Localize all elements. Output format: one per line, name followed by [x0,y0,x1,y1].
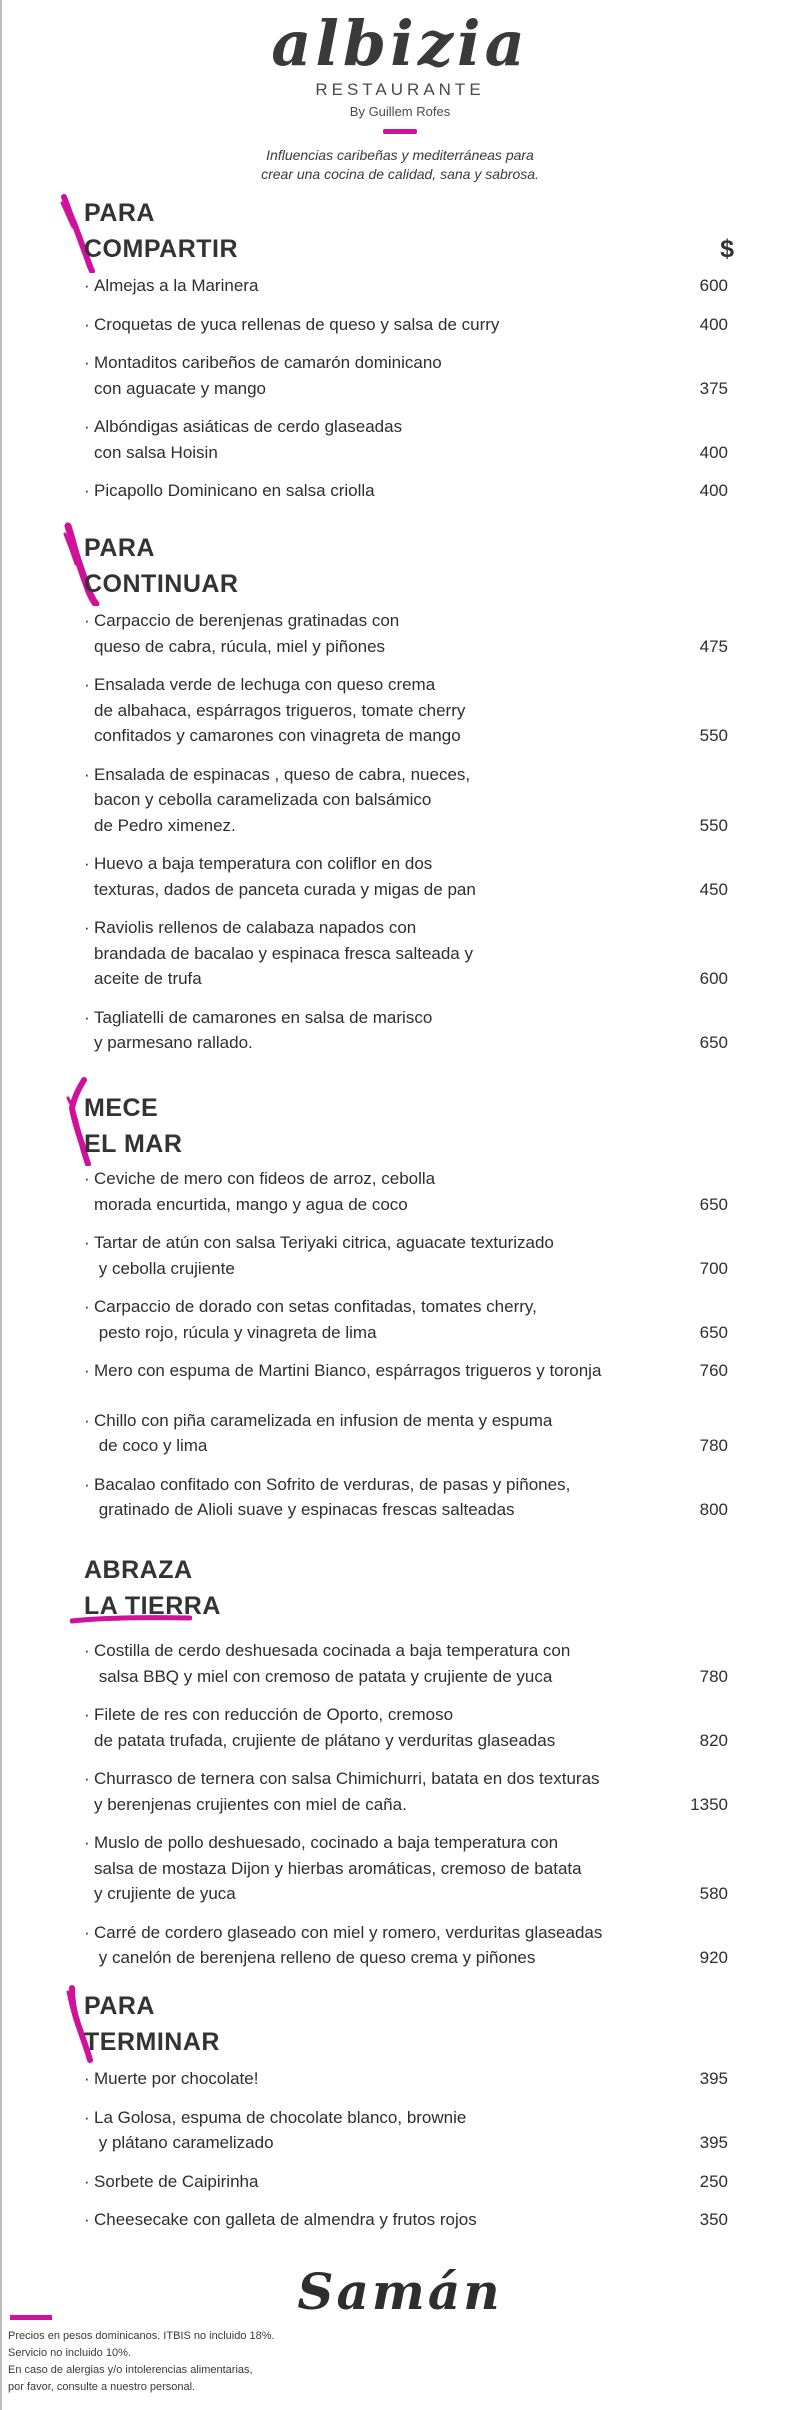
item-line: · Muerte por chocolate! [94,2069,259,2088]
section-para-continuar [84,530,734,1056]
item-line: aceite de trufa [94,969,202,988]
item-line: brandada de bacalao y espinaca fresca salteada y [94,943,473,963]
item-line: salsa de mostaza Dijon y hierbas aromáticas, cremoso de batata [94,1858,582,1878]
item-line: queso de cabra, rúcula, miel y piñones [94,636,386,656]
item-line: · Sorbete de Caipirinha [94,2171,259,2191]
section-title-line: PARA [84,534,155,562]
item-price: 650 [699,1194,728,1214]
menu-item [84,1166,734,1217]
saman-logo: Samán [297,2262,503,2321]
menu-item [84,478,734,504]
item-description [84,1294,664,1345]
item-line: · Huevo a baja temperatura con coliflor en dos [94,854,433,873]
item-price: 700 [699,1258,728,1278]
item-line: de Pedro ximenez. [94,815,236,835]
item-line: con salsa Hoisin [94,442,218,462]
menu-item [84,1830,734,1907]
section-para-terminar [84,1988,734,2233]
section-title-line: TERMINAR [84,2028,220,2056]
menu-item [84,915,734,992]
item-description [84,1166,664,1217]
item-description [84,1766,664,1817]
item-description [84,1472,664,1523]
item-line: y berenjenas crujientes con miel de caña. [94,1794,407,1814]
item-description [84,350,664,401]
menu-item [84,608,734,659]
menu-item [84,414,734,465]
item-line: · Chillo con piña caramelizada en infusion de menta y espuma [94,1410,553,1430]
item-line: y cebolla crujiente [94,1258,235,1278]
item-price: 650 [699,1322,728,1342]
section-title-line: LA TIERRA [84,1592,221,1620]
menu-item [84,1472,734,1523]
section-title [84,195,734,267]
menu-item [84,851,734,902]
section-abraza-la-tierra [84,1552,734,1971]
item-description [84,851,664,902]
footer-note: Servicio no incluido 10%. [8,2347,131,2359]
menu-item [84,762,734,839]
item-price: 400 [699,481,728,500]
item-line: · Ensalada verde de lechuga con queso crema [94,675,436,694]
section-title [84,530,734,602]
item-line: · Muslo de pollo deshuesado, cocinado a baja temperatura con [94,1833,559,1852]
item-line: morada encurtida, mango y agua de coco [94,1194,408,1214]
footer-notes [8,2328,275,2396]
item-description [84,2066,664,2092]
section-title [84,1988,734,2060]
restaurant-logo [0,7,800,134]
item-price: 580 [699,1884,728,1903]
item-line: de patata trufada, crujiente de plátano y verduritas glaseadas [94,1730,556,1750]
item-line: · Tagliatelli de camarones en salsa de marisco [94,1007,433,1027]
item-line: · Churrasco de ternera con salsa Chimichurri, batata en dos texturas [94,1769,600,1788]
item-price: 600 [699,276,728,295]
item-description [84,762,664,839]
item-description [84,273,664,299]
item-price: 760 [699,1361,728,1380]
item-line: salsa BBQ y miel con cremoso de patata y crujiente de yuca [94,1666,553,1686]
menu-item [84,312,734,338]
menu-item [84,350,734,401]
item-description [84,312,664,338]
menu-item [84,1005,734,1056]
menu-item [84,2207,734,2233]
item-line: · Filete de res con reducción de Oporto, cremoso [94,1705,454,1724]
item-line: · Tartar de atún con salsa Teriyaki citrica, aguacate texturizado [94,1233,554,1252]
section-title-line: CONTINUAR [84,570,239,598]
item-description [84,672,664,749]
item-price: 820 [699,1730,728,1750]
item-description [84,478,664,504]
footer-note: por favor, consulte a nuestro personal. [8,2381,196,2393]
menu-item [84,1638,734,1689]
item-description [84,2105,664,2156]
section-title-line: ABRAZA [84,1556,193,1584]
item-description [84,1005,664,1056]
item-line: · Picapollo Dominicano en salsa criolla [94,481,375,500]
item-line: de coco y lima [94,1436,208,1455]
currency-symbol: $ [720,235,734,263]
item-line: pesto rojo, rúcula y vinagreta de lima [94,1322,377,1342]
footer-accent-dash [10,2315,52,2320]
item-price: 375 [699,378,728,398]
item-line: y canelón de berenjena relleno de queso crema y piñones [94,1948,536,1967]
item-description [84,1408,664,1459]
section-title-line: COMPARTIR [84,235,239,263]
section-title-line: EL MAR [84,1130,183,1158]
item-line: · Almejas a la Marinera [94,276,259,295]
item-description [84,2169,664,2195]
item-price: 400 [699,442,728,462]
menu-item [84,1408,734,1459]
item-line: bacon y cebolla caramelizada con balsámico [94,790,432,809]
item-description [84,1638,664,1689]
tagline-line: crear una cocina de calidad, sana y sabrosa. [261,166,539,182]
item-line: · Carré de cordero glaseado con miel y romero, verduritas glaseadas [94,1922,603,1942]
item-price: 1350 [690,1794,728,1814]
item-line: · La Golosa, espuma de chocolate blanco, brownie [94,2107,467,2127]
item-description [84,608,664,659]
section-title [84,1090,734,1162]
item-description [84,1230,664,1281]
item-description [84,1702,664,1753]
item-line: · Cheesecake con galleta de almendra y frutos rojos [94,2210,477,2229]
accent-dash [383,129,417,134]
tagline-line: Influencias caribeñas y mediterráneas para [266,147,534,163]
item-price: 600 [699,969,728,988]
menu-item [84,1702,734,1753]
item-line: · Mero con espuma de Martini Bianco, espárragos trigueros y toronja [94,1361,602,1380]
item-price: 395 [699,2069,728,2088]
item-price: 800 [699,1500,728,1519]
page-border [0,0,2,2410]
footer-note: En caso de alergias y/o intolerencias alimentarias, [8,2364,253,2376]
section-para-compartir [84,195,734,504]
section-title-line: PARA [84,199,155,227]
item-description [84,1830,664,1907]
item-line: texturas, dados de panceta curada y migas de pan [94,879,476,899]
menu-item [84,2169,734,2195]
logo-subtitle: RESTAURANTE [315,80,485,99]
section-title-line: MECE [84,1094,159,1122]
menu-item [84,2105,734,2156]
menu-item [84,273,734,299]
section-mece-el-mar [84,1090,734,1523]
item-line: · Albóndigas asiáticas de cerdo glaseadas [94,417,403,436]
item-price: 450 [699,879,728,899]
item-price: 350 [699,2210,728,2229]
item-line: confitados y camarones con vinagreta de mango [94,726,461,745]
item-line: con aguacate y mango [94,378,267,398]
item-line: de albahaca, espárragos trigueros, tomate cherry [94,700,466,720]
item-line: · Ceviche de mero con fideos de arroz, cebolla [94,1169,436,1188]
item-price: 780 [699,1436,728,1455]
item-price: 920 [699,1948,728,1967]
item-description [84,915,664,992]
menu-item [84,1230,734,1281]
item-price: 400 [699,314,728,334]
item-price: 395 [699,2133,728,2152]
item-line: · Raviolis rellenos de calabaza napados con [94,918,417,937]
menu-item [84,1358,734,1384]
tagline [0,146,800,184]
item-price: 650 [699,1033,728,1052]
section-title [84,1552,734,1632]
menu-item [84,2066,734,2092]
item-line: y plátano caramelizado [94,2133,274,2152]
item-description [84,1358,664,1384]
item-line: · Costilla de cerdo deshuesada cocinada a baja temperatura con [94,1641,571,1660]
item-line: y parmesano rallado. [94,1033,253,1052]
item-description [84,1920,664,1971]
item-line: y crujiente de yuca [94,1884,236,1903]
menu-item [84,1294,734,1345]
item-price: 250 [699,2171,728,2191]
logo-wordmark: albizia [271,7,529,80]
item-line: gratinado de Alioli suave y espinacas frescas salteadas [94,1500,515,1519]
menu-item [84,1766,734,1817]
item-description [84,2207,664,2233]
item-line: · Bacalao confitado con Sofrito de verduras, de pasas y piñones, [94,1474,571,1494]
item-price: 780 [699,1666,728,1686]
footer-note: Precios en pesos dominicanos. ITBIS no incluido 18%. [8,2330,275,2342]
item-price: 550 [699,815,728,835]
item-line: · Carpaccio de berenjenas gratinadas con [94,611,400,630]
item-line: · Montaditos caribeños de camarón dominicano [94,353,442,372]
item-description [84,414,664,465]
menu-item [84,1920,734,1971]
item-line: · Croquetas de yuca rellenas de queso y salsa de curry [94,314,500,334]
item-line: · Carpaccio de dorado con setas confitadas, tomates cherry, [94,1297,537,1316]
item-price: 550 [699,726,728,745]
section-title-line: PARA [84,1992,155,2020]
logo-byline: By Guillem Rofes [349,104,451,119]
menu-item [84,672,734,749]
item-price: 475 [699,636,728,656]
item-line: · Ensalada de espinacas , queso de cabra, nueces, [94,764,471,784]
